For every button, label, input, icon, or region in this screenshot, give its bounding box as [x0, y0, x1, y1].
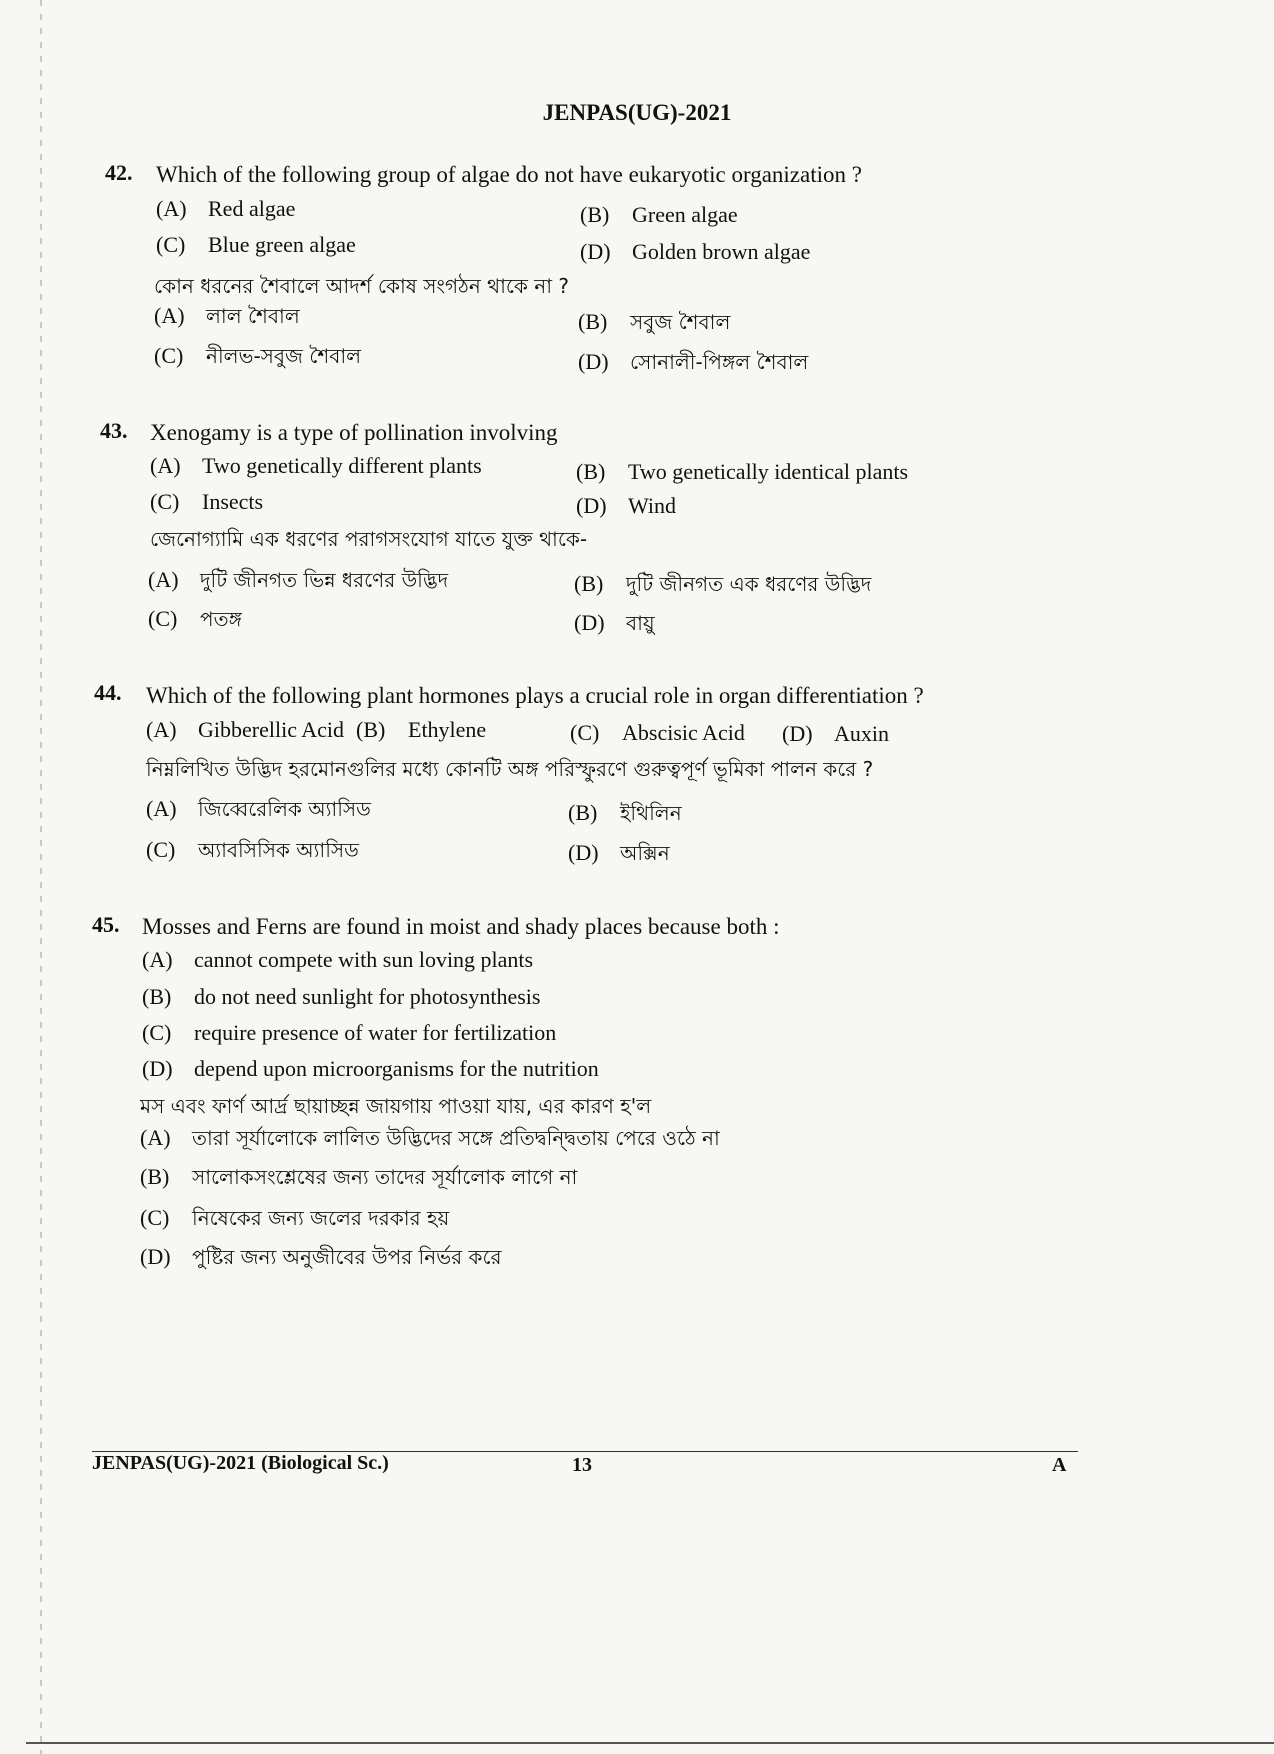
option-bn-c: [154, 342, 361, 375]
option-label: (B): [576, 459, 606, 484]
option-en-d: [142, 1056, 599, 1082]
option-label: (A): [154, 303, 185, 328]
question-text-en: Which of the following group of algae do not have eukaryotic organization ?: [156, 162, 862, 187]
option-text: লাল শৈবাল: [206, 304, 300, 328]
question-text-bn: কোন ধরনের শৈবালে আদর্শ কোষ সংগঠন থাকে না ?: [154, 274, 569, 298]
option-text: অক্সিন: [620, 841, 670, 865]
question-text-en: Mosses and Ferns are found in moist and shady places because both :: [142, 914, 780, 939]
option-label: (D): [574, 610, 605, 635]
option-label: (B): [140, 1164, 170, 1189]
option-en-a: [156, 196, 295, 222]
option-bn-a: [146, 795, 371, 828]
option-text: ইথিলিন: [620, 801, 682, 825]
option-en-c: [570, 720, 745, 746]
option-text: নিষেকের জন্য জলের দরকার হয়: [192, 1206, 450, 1230]
option-bn-c: [148, 605, 242, 638]
option-bn-d: [574, 609, 655, 642]
question-number: 43.: [100, 418, 128, 443]
option-label: (D): [580, 239, 611, 264]
option-label: (B): [580, 202, 610, 227]
option-bn-b: [578, 308, 730, 341]
option-label: (D): [576, 493, 607, 518]
option-label: (C): [142, 1020, 172, 1045]
question-number: 44.: [94, 680, 122, 705]
option-text: তারা সূর্যালোকে লালিত উদ্ভিদের সঙ্গে প্রতিদ্বন্দ্বিতায় পেরে ওঠে না: [192, 1126, 720, 1150]
option-text: দুটি জীনগত ভিন্ন ধরণের উদ্ভিদ: [200, 568, 449, 592]
option-text: পতঙ্গ: [200, 607, 242, 631]
option-bn-d: [578, 348, 808, 381]
option-label: (D): [140, 1244, 171, 1269]
option-text: require presence of water for fertilization: [194, 1020, 557, 1045]
option-label: (B): [142, 984, 172, 1009]
option-label: (A): [146, 717, 177, 742]
option-label: (B): [578, 309, 608, 334]
option-label: (D): [568, 840, 599, 865]
option-bn-a: [154, 302, 300, 335]
question-number: 42.: [105, 160, 133, 185]
option-en-b: [576, 459, 908, 485]
page-number: 13: [572, 1454, 592, 1476]
option-text: নীলভ-সবুজ শৈবাল: [206, 344, 362, 368]
question-set-code: A: [1052, 1454, 1067, 1476]
option-label: (A): [142, 947, 173, 972]
option-bn-d: [568, 839, 670, 872]
option-bn-b: [140, 1163, 577, 1196]
footer-exam-title: JENPAS(UG)-2021 (Biological Sc.): [92, 1452, 389, 1474]
option-text: Golden brown algae: [632, 239, 811, 264]
option-text: Auxin: [834, 721, 889, 746]
option-label: (C): [570, 720, 600, 745]
question-number: 45.: [92, 912, 120, 937]
option-label: (D): [578, 349, 609, 374]
option-label: (C): [154, 343, 184, 368]
option-en-c: [150, 489, 263, 515]
scan-edge: [40, 0, 42, 1754]
option-text: Two genetically identical plants: [628, 459, 909, 484]
option-en-a: [146, 717, 344, 743]
option-label: (B): [568, 800, 598, 825]
question-text-bn: নিম্নলিখিত উদ্ভিদ হরমোনগুলির মধ্যে কোনটি অঙ্গ পরিস্ফুরণে গুরুত্বপূর্ণ ভূমিকা পালন করে ?: [146, 757, 874, 781]
option-en-a: [150, 453, 482, 479]
option-label: (C): [146, 837, 176, 862]
option-label: (C): [140, 1205, 170, 1230]
option-text: Blue green algae: [208, 232, 356, 257]
option-text: Wind: [628, 493, 676, 518]
option-label: (C): [150, 489, 180, 514]
option-en-d: [576, 493, 676, 519]
option-text: দুটি জীনগত এক ধরণের উদ্ভিদ: [626, 572, 872, 596]
option-text: বায়ু: [626, 611, 655, 635]
option-bn-d: [140, 1243, 502, 1276]
option-label: (C): [148, 606, 178, 631]
option-bn-a: [148, 566, 448, 599]
option-text: do not need sunlight for photosynthesis: [194, 984, 541, 1009]
option-label: (B): [574, 571, 604, 596]
option-label: (A): [146, 796, 177, 821]
option-label: (C): [156, 232, 186, 257]
option-bn-b: [574, 570, 871, 603]
option-en-d: [782, 721, 889, 747]
option-text: পুষ্টির জন্য অনুজীবের উপর নির্ভর করে: [192, 1245, 502, 1269]
option-label: (A): [148, 567, 179, 592]
option-en-c: [156, 232, 356, 258]
option-text: Insects: [202, 489, 264, 514]
page-header: JENPAS(UG)-2021: [542, 100, 732, 125]
option-text: জিব্বেরেলিক অ্যাসিড: [198, 797, 371, 821]
option-label: (B): [356, 717, 386, 742]
option-text: সোনালী-পিঙ্গল শৈবাল: [630, 350, 809, 374]
question-text-bn: জেনোগ্যামি এক ধরণের পরাগসংযোগ যাতে যুক্ত থাকে-: [150, 527, 588, 551]
option-bn-c: [146, 836, 359, 869]
option-label: (A): [150, 453, 181, 478]
question-text-bn: মস এবং ফার্ণ আর্দ্র ছায়াচ্ছন্ন জায়গায় পাওয়া যায়, এর কারণ হ'ল: [140, 1094, 652, 1118]
option-text: Abscisic Acid: [622, 720, 745, 745]
option-label: (A): [156, 196, 187, 221]
option-bn-a: [140, 1124, 720, 1157]
option-text: Gibberellic Acid: [198, 717, 345, 742]
option-text: অ্যাবসিসিক অ্যাসিড: [198, 838, 359, 862]
option-text: Ethylene: [408, 717, 487, 742]
option-text: সবুজ শৈবাল: [630, 310, 731, 334]
bottom-rule: [26, 1742, 1274, 1744]
option-en-b: [580, 202, 738, 228]
option-bn-b: [568, 799, 682, 832]
option-text: depend upon microorganisms for the nutrition: [194, 1056, 599, 1081]
option-text: Two genetically different plants: [202, 453, 482, 478]
option-label: (D): [142, 1056, 173, 1081]
option-en-d: [580, 239, 810, 265]
option-en-c: [142, 1020, 556, 1046]
option-text: সালোকসংশ্লেষের জন্য তাদের সূর্যালোক লাগে না: [192, 1165, 578, 1189]
option-en-b: [142, 984, 540, 1010]
option-text: Green algae: [632, 202, 738, 227]
option-label: (A): [140, 1125, 171, 1150]
option-bn-c: [140, 1204, 449, 1237]
question-text-en: Xenogamy is a type of pollination involving: [150, 420, 558, 445]
option-text: Red algae: [208, 196, 296, 221]
option-en-b: [356, 717, 486, 743]
option-label: (D): [782, 721, 813, 746]
option-text: cannot compete with sun loving plants: [194, 947, 534, 972]
option-en-a: [142, 947, 533, 973]
question-text-en: Which of the following plant hormones plays a crucial role in organ differentiation ?: [146, 683, 924, 708]
